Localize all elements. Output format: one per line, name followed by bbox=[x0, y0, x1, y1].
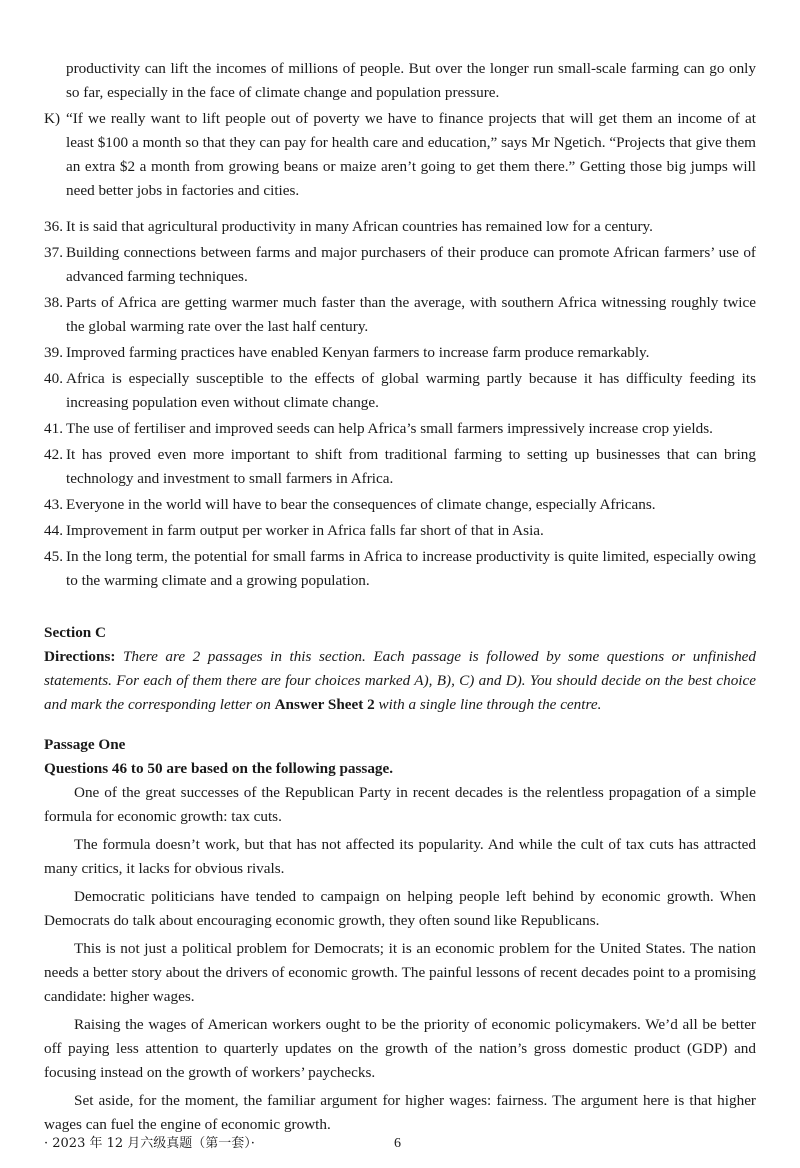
question-number: 37. bbox=[44, 244, 63, 261]
question-item bbox=[44, 291, 756, 339]
question-item bbox=[44, 241, 756, 289]
directions-label: Directions: bbox=[44, 648, 116, 665]
question-item bbox=[44, 519, 756, 543]
question-item bbox=[44, 443, 756, 491]
passage-title: Passage One bbox=[44, 736, 126, 753]
question-text: In the long term, the potential for small farms in Africa to increase productivity is quite limited, especially owing to the warming climate and a growing population. bbox=[66, 548, 756, 589]
paragraph-text: “If we really want to lift people out of poverty we have to finance projects that will get them an income of at least $100 a month so that they can pay for health care and education,” says Mr Ngetich. “Projects that give them an extra $2 a month from growing beans or maize aren’t going to get them there.” Getting those big jumps will need better jobs in factories and cities. bbox=[66, 110, 756, 199]
question-number: 40. bbox=[44, 370, 63, 387]
question-number: 43. bbox=[44, 496, 63, 513]
passage-paragraph: The formula doesn’t work, but that has not affected its popularity. And while the cult of tax cuts has attracted many critics, it lacks for obvious rivals. bbox=[44, 836, 756, 877]
passage-paragraph: This is not just a political problem for Democrats; it is an economic problem for the United States. The nation needs a better story about the drivers of economic growth. The painful lessons of recent decades point to a promising candidate: higher wages. bbox=[44, 940, 756, 1005]
page-content bbox=[44, 57, 756, 1141]
question-number: 39. bbox=[44, 344, 63, 361]
section-c-title: Section C bbox=[44, 624, 107, 641]
question-number: 45. bbox=[44, 548, 63, 565]
question-text: Africa is especially susceptible to the effects of global warming partly because it has difficulty feeding its increasing population even without climate change. bbox=[66, 370, 756, 411]
passage-paragraph: Democratic politicians have tended to campaign on helping people left behind by economic growth. When Democrats do talk about encouraging economic growth, they often sound like Republicans. bbox=[44, 888, 756, 929]
question-item bbox=[44, 341, 756, 365]
passage-paragraph: One of the great successes of the Republican Party in recent decades is the relentless propagation of a simple formula for economic growth: tax cuts. bbox=[44, 784, 756, 825]
question-list bbox=[44, 215, 756, 593]
question-text: The use of fertiliser and improved seeds can help Africa’s small farmers impressively increase crop yields. bbox=[66, 420, 713, 437]
question-text: Building connections between farms and major purchasers of their produce can promote African farmers’ use of advanced farming techniques. bbox=[66, 244, 756, 285]
passage-paragraph: Raising the wages of American workers ought to be the priority of economic policymakers. We’d all be better off paying less attention to quarterly updates on the growth of the nation’s gross domestic product (GDP) and focusing instead on the growth of workers’ paychecks. bbox=[44, 1016, 756, 1081]
paragraph-k bbox=[44, 107, 756, 203]
question-number: 41. bbox=[44, 420, 63, 437]
directions-text: There are 2 passages in this section. Each passage is followed by some questions or unfinished statements. For each of them there are four choices marked A), B), C) and D). You should decide on the best choice and mark the corresponding letter on bbox=[44, 648, 756, 713]
answer-sheet-label: Answer Sheet 2 bbox=[274, 696, 375, 713]
question-number: 42. bbox=[44, 446, 63, 463]
question-number: 36. bbox=[44, 218, 63, 235]
question-number: 38. bbox=[44, 294, 63, 311]
question-item bbox=[44, 417, 756, 441]
question-item bbox=[44, 493, 756, 517]
question-item bbox=[44, 545, 756, 593]
question-text: Improved farming practices have enabled Kenyan farmers to increase farm produce remarkably. bbox=[66, 344, 650, 361]
question-text: Parts of Africa are getting warmer much faster than the average, with southern Africa witnessing roughly twice the global warming rate over the last half century. bbox=[66, 294, 756, 335]
question-number: 44. bbox=[44, 522, 63, 539]
page-footer bbox=[44, 1132, 756, 1156]
question-text: It is said that agricultural productivity in many African countries has remained low for a century. bbox=[66, 218, 653, 235]
paragraph-j-continuation: productivity can lift the incomes of millions of people. But over the longer run small-scale farming can go only so far, especially in the face of climate change and population pressure. bbox=[66, 60, 756, 101]
directions-text-end: with a single line through the centre. bbox=[374, 696, 602, 713]
question-text: It has proved even more important to shift from traditional farming to setting up businesses that can bring technology and investment to small farmers in Africa. bbox=[66, 446, 756, 487]
questions-range: Questions 46 to 50 are based on the following passage. bbox=[44, 760, 394, 777]
page-number: 6 bbox=[394, 1136, 401, 1151]
paragraph-label: K) bbox=[44, 110, 61, 127]
exam-source-label: · 2023 年 12 月六级真题（第一套）· bbox=[44, 1136, 255, 1151]
passage-paragraph: Set aside, for the moment, the familiar argument for higher wages: fairness. The argument here is that higher wages can fuel the engine of economic growth. bbox=[44, 1092, 756, 1133]
question-text: Improvement in farm output per worker in Africa falls far short of that in Asia. bbox=[66, 522, 544, 539]
question-item bbox=[44, 215, 756, 239]
section-c-directions bbox=[44, 645, 756, 717]
question-item bbox=[44, 367, 756, 415]
question-text: Everyone in the world will have to bear the consequences of climate change, especially Africans. bbox=[66, 496, 656, 513]
